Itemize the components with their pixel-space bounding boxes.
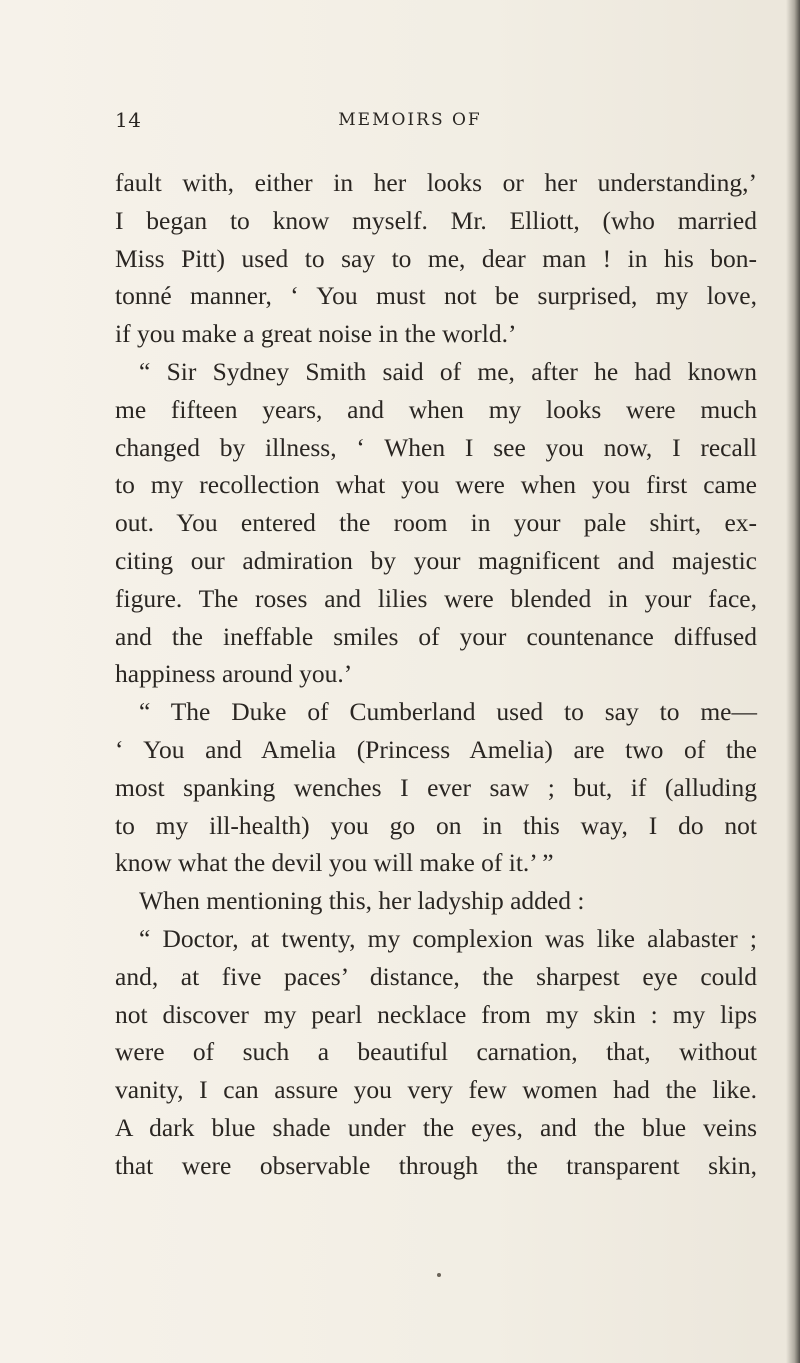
text-line: Miss Pitt) used to say to me, dear man ! in his bon-: [115, 243, 757, 273]
text-line: not discover my pearl necklace from my skin : my lips: [115, 999, 757, 1029]
text-line: When mentioning this, her ladyship added :: [139, 886, 585, 916]
text-line: vanity, I can assure you very few women had the like.: [115, 1075, 757, 1105]
text-line: to my ill-health) you go on in this way, I do not: [115, 810, 757, 840]
text-line: A dark blue shade under the eyes, and the blue veins: [115, 1112, 757, 1142]
text-line: to my recollection what you were when you first came: [115, 470, 757, 500]
text-line: “ Sir Sydney Smith said of me, after he had known: [139, 356, 757, 386]
text-line: were of such a beautiful carnation, that, without: [115, 1037, 757, 1067]
text-line: citing our admiration by your magnificent and majestic: [115, 545, 757, 575]
body-text: [115, 164, 757, 1185]
text-line: changed by illness, ‘ When I see you now, I recall: [115, 432, 757, 462]
running-title: MEMOIRS OF: [338, 110, 482, 130]
text-line: know what the devil you will make of it.’ ”: [115, 848, 554, 878]
text-line: that were observable through the transparent skin,: [115, 1150, 757, 1180]
text-line: me fifteen years, and when my looks were much: [115, 394, 757, 424]
text-line: tonné manner, ‘ You must not be surprised, my love,: [115, 281, 757, 311]
page-header: [0, 108, 800, 148]
text-line: ‘ You and Amelia (Princess Amelia) are two of the: [115, 734, 757, 764]
text-line: happiness around you.’: [115, 659, 353, 689]
text-line: I began to know myself. Mr. Elliott, (who married: [115, 205, 757, 235]
text-line: and the ineffable smiles of your countenance diffused: [115, 621, 757, 651]
page-number: 14: [115, 108, 142, 132]
text-line: and, at five paces’ distance, the sharpest eye could: [115, 961, 757, 991]
text-line: out. You entered the room in your pale shirt, ex-: [115, 508, 757, 538]
text-line: “ Doctor, at twenty, my complexion was like alabaster ;: [139, 923, 757, 953]
paper-speck: [437, 1273, 441, 1277]
text-line: figure. The roses and lilies were blended in your face,: [115, 583, 757, 613]
text-line: most spanking wenches I ever saw ; but, if (alluding: [115, 772, 757, 802]
text-line: fault with, either in her looks or her understanding,’: [115, 168, 757, 197]
text-line: “ The Duke of Cumberland used to say to me—: [139, 697, 757, 727]
text-line: if you make a great noise in the world.’: [115, 319, 517, 349]
page-edge-shadow: [786, 0, 800, 1363]
